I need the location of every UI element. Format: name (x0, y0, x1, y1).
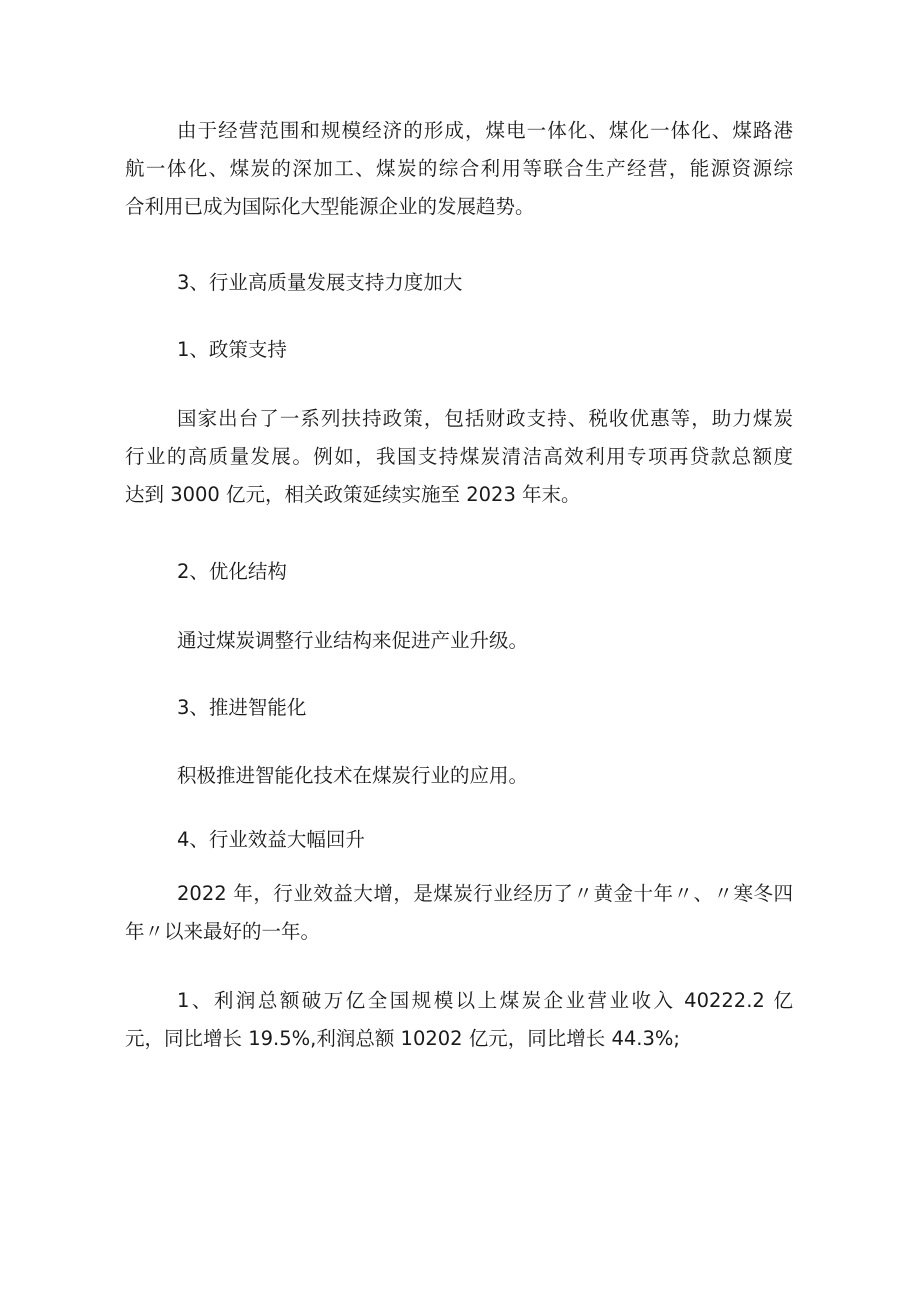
paragraph (125, 264, 793, 302)
paragraph (125, 821, 793, 859)
paragraph (125, 400, 793, 514)
text-line: 2022 年，行业效益大增，是煤炭行业经历了〃黄金十年〃、〃寒冬四 (177, 882, 793, 905)
text-line: 积极推进智能化技术在煤炭行业的应用。 (177, 764, 529, 787)
text-line: 航一体化、煤炭的深加工、煤炭的综合利用等联合生产经营，能源资源综 (125, 157, 793, 180)
text-line: 2、优化结构 (177, 560, 287, 583)
text-line: 1、利润总额破万亿全国规模以上煤炭企业营业收入 40222.2 亿 (177, 989, 793, 1012)
text-line: 通过煤炭调整行业结构来促进产业升级。 (177, 629, 529, 652)
text-line: 3、行业高质量发展支持力度加大 (177, 271, 463, 294)
paragraph (125, 875, 793, 951)
text-line: 由于经营范围和规模经济的形成，煤电一体化、煤化一体化、煤路港 (177, 119, 793, 142)
paragraph (125, 331, 793, 369)
text-line: 4、行业效益大幅回升 (177, 828, 365, 851)
text-line: 合利用已成为国际化大型能源企业的发展趋势。 (125, 195, 535, 218)
paragraph (125, 112, 793, 226)
paragraph (125, 622, 793, 660)
text-line: 达到 3000 亿元，相关政策延续实施至 2023 年末。 (125, 483, 581, 506)
paragraph (125, 689, 793, 727)
text-line: 1、政策支持 (177, 338, 287, 361)
text-line: 国家出台了一系列扶持政策，包括财政支持、税收优惠等，助力煤炭 (177, 407, 793, 430)
text-line: 行业的高质量发展。例如，我国支持煤炭清洁高效利用专项再贷款总额度 (125, 445, 793, 468)
paragraph (125, 757, 793, 795)
text-line: 元，同比增长 19.5%,利润总额 10202 亿元，同比增长 44.3%; (125, 1027, 680, 1050)
text-line: 3、推进智能化 (177, 696, 307, 719)
paragraph (125, 553, 793, 591)
paragraph (125, 982, 793, 1058)
text-line: 年〃以来最好的一年。 (125, 920, 321, 943)
